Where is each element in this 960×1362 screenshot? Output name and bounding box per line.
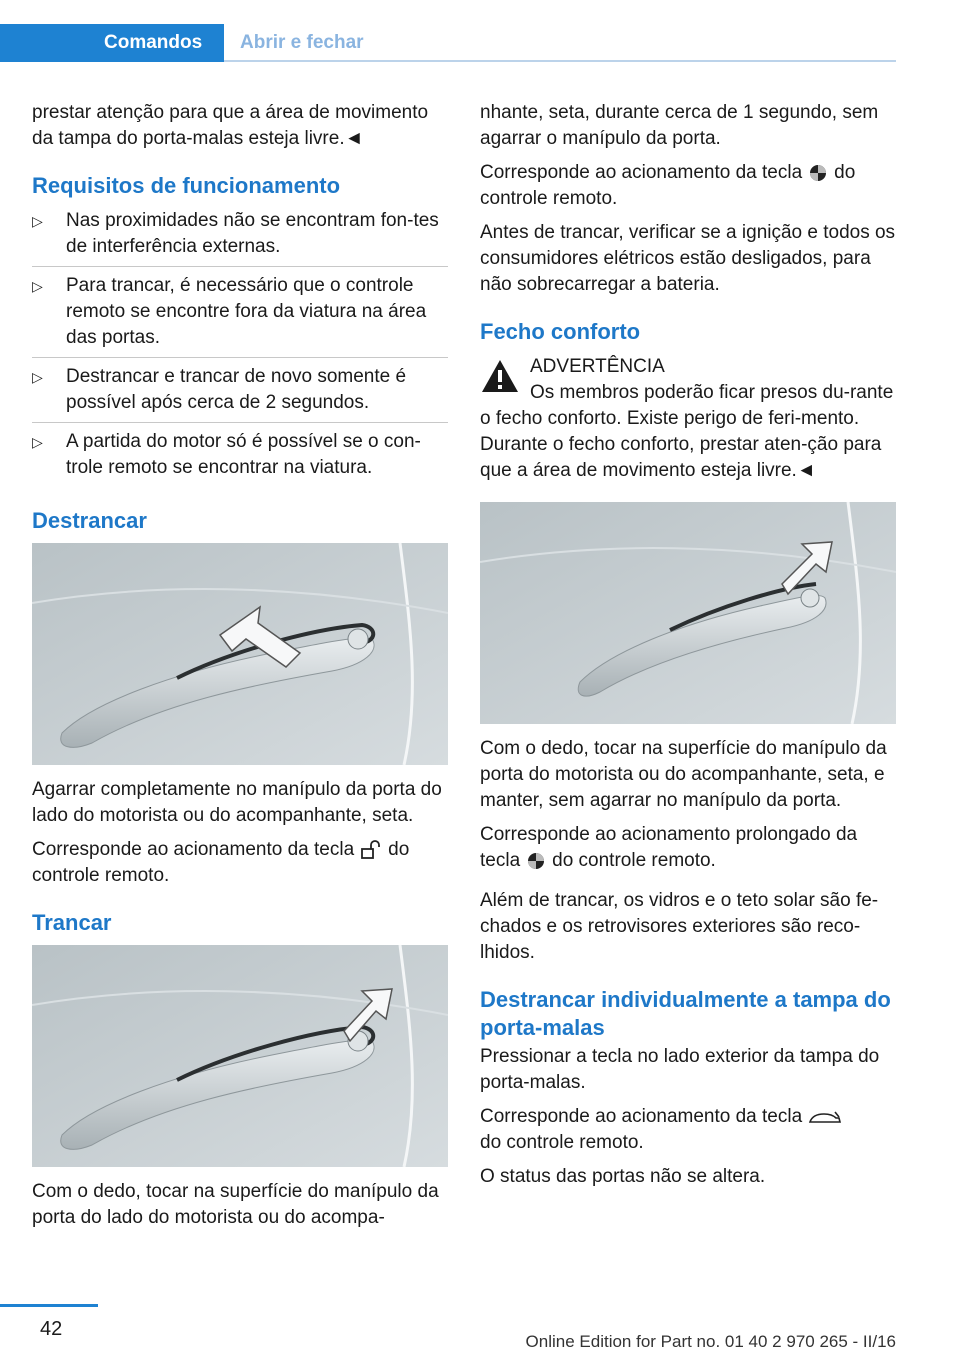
triangle-bullet-icon: ▷ [32,278,43,294]
trunk-heading: Destrancar individualmente a tampa do porta-malas [480,987,891,1040]
warning-text: Os membros poderão ficar presos du-rante o fecho conforto. Existe perigo de feri-mento. Durante o fecho conforto, prestar aten-ção para que a área de movimento esteja livre.◄ [480,382,894,481]
left-column [32,100,448,1239]
unlock-text-2: Corresponde ao acionamento da tecla do controle remoto. [32,839,410,886]
triangle-bullet-icon: ▷ [32,213,43,229]
trunk-text-1: Pressionar a tecla no lado exterior da tampa do porta-malas. [480,1046,880,1093]
unlock-heading: Destrancar [32,508,147,533]
lock-text-2: Corresponde ao acionamento da tecla do controle remoto. [480,162,856,209]
comfort-heading: Fecho conforto [480,319,641,344]
comfort-text-2: Corresponde ao acionamento prolongado da tecla do controle remoto. [480,824,858,871]
trunk-key-icon [808,1108,842,1126]
trunk-text-3: O status das portas não se altera. [480,1166,766,1187]
lock-text-3: Antes de trancar, verificar se a ignição e todos os consumidores elétricos estão desligados, para não sobrecarregar a bateria. [480,222,896,295]
comfort-text-3: Além de trancar, os vidros e o teto solar são fe-chados e os retrovisores exteriores são reco-lhidos. [480,890,879,963]
lock-key-icon [526,851,546,871]
page-number: 42 [40,1318,63,1340]
triangle-bullet-icon: ▷ [32,434,43,450]
tab-abrir-e-fechar[interactable]: Abrir e fechar [240,32,364,53]
warning-box [480,354,896,380]
requirements-heading: Requisitos de funcionamento [32,173,341,198]
lock-heading: Trancar [32,910,112,935]
list-item: ▷ Destrancar e trancar de novo somente é possível após cerca de 2 segundos. [32,364,448,423]
list-item: ▷ A partida do motor só é possível se o con-trole remoto se encontrar na viatura. [32,431,421,478]
door-handle-lock-image [32,945,448,1167]
lock-text-continued: nhante, seta, durante cerca de 1 segundo, sem agarrar o manípulo da porta. [480,102,879,149]
warning-triangle-icon [480,358,520,394]
footer-rule [0,1304,98,1307]
unlock-key-icon [360,840,382,860]
page-header [0,0,960,62]
list-item: ▷ Para trancar, é necessário que o controle remoto se encontre fora da viatura na área das portas. [32,273,448,358]
comfort-text-1: Com o dedo, tocar na superfície do manípulo da porta do motorista ou do acompanhante, seta, e manter, sem agarrar no manípulo da porta. [480,738,887,811]
intro-text: prestar atenção para que a área de movimento da tampa do porta-malas esteja livre.◄ [32,102,429,149]
edition-text: Online Edition for Part no. 01 40 2 970 265 - II/16 [525,1332,896,1351]
tab-comandos[interactable]: Comandos [0,24,224,62]
trunk-text-2: Corresponde ao acionamento da tecla do controle remoto. [480,1104,896,1156]
warning-title: ADVERTÊNCIA [530,356,665,377]
unlock-text-1: Agarrar completamente no manípulo da porta do lado do motorista ou do acompanhante, seta. [32,779,442,826]
lock-text-1: Com o dedo, tocar na superfície do manípulo da porta do lado do motorista ou do acompa- [32,1181,439,1228]
requirements-list [32,208,448,487]
lock-key-icon [808,163,828,183]
header-rule [224,60,896,62]
list-item: ▷ Nas proximidades não se encontram fon-tes de interferência externas. [32,208,448,267]
right-column [480,100,896,1198]
door-handle-comfort-image [480,502,896,724]
triangle-bullet-icon: ▷ [32,369,43,385]
door-handle-unlock-image [32,543,448,765]
